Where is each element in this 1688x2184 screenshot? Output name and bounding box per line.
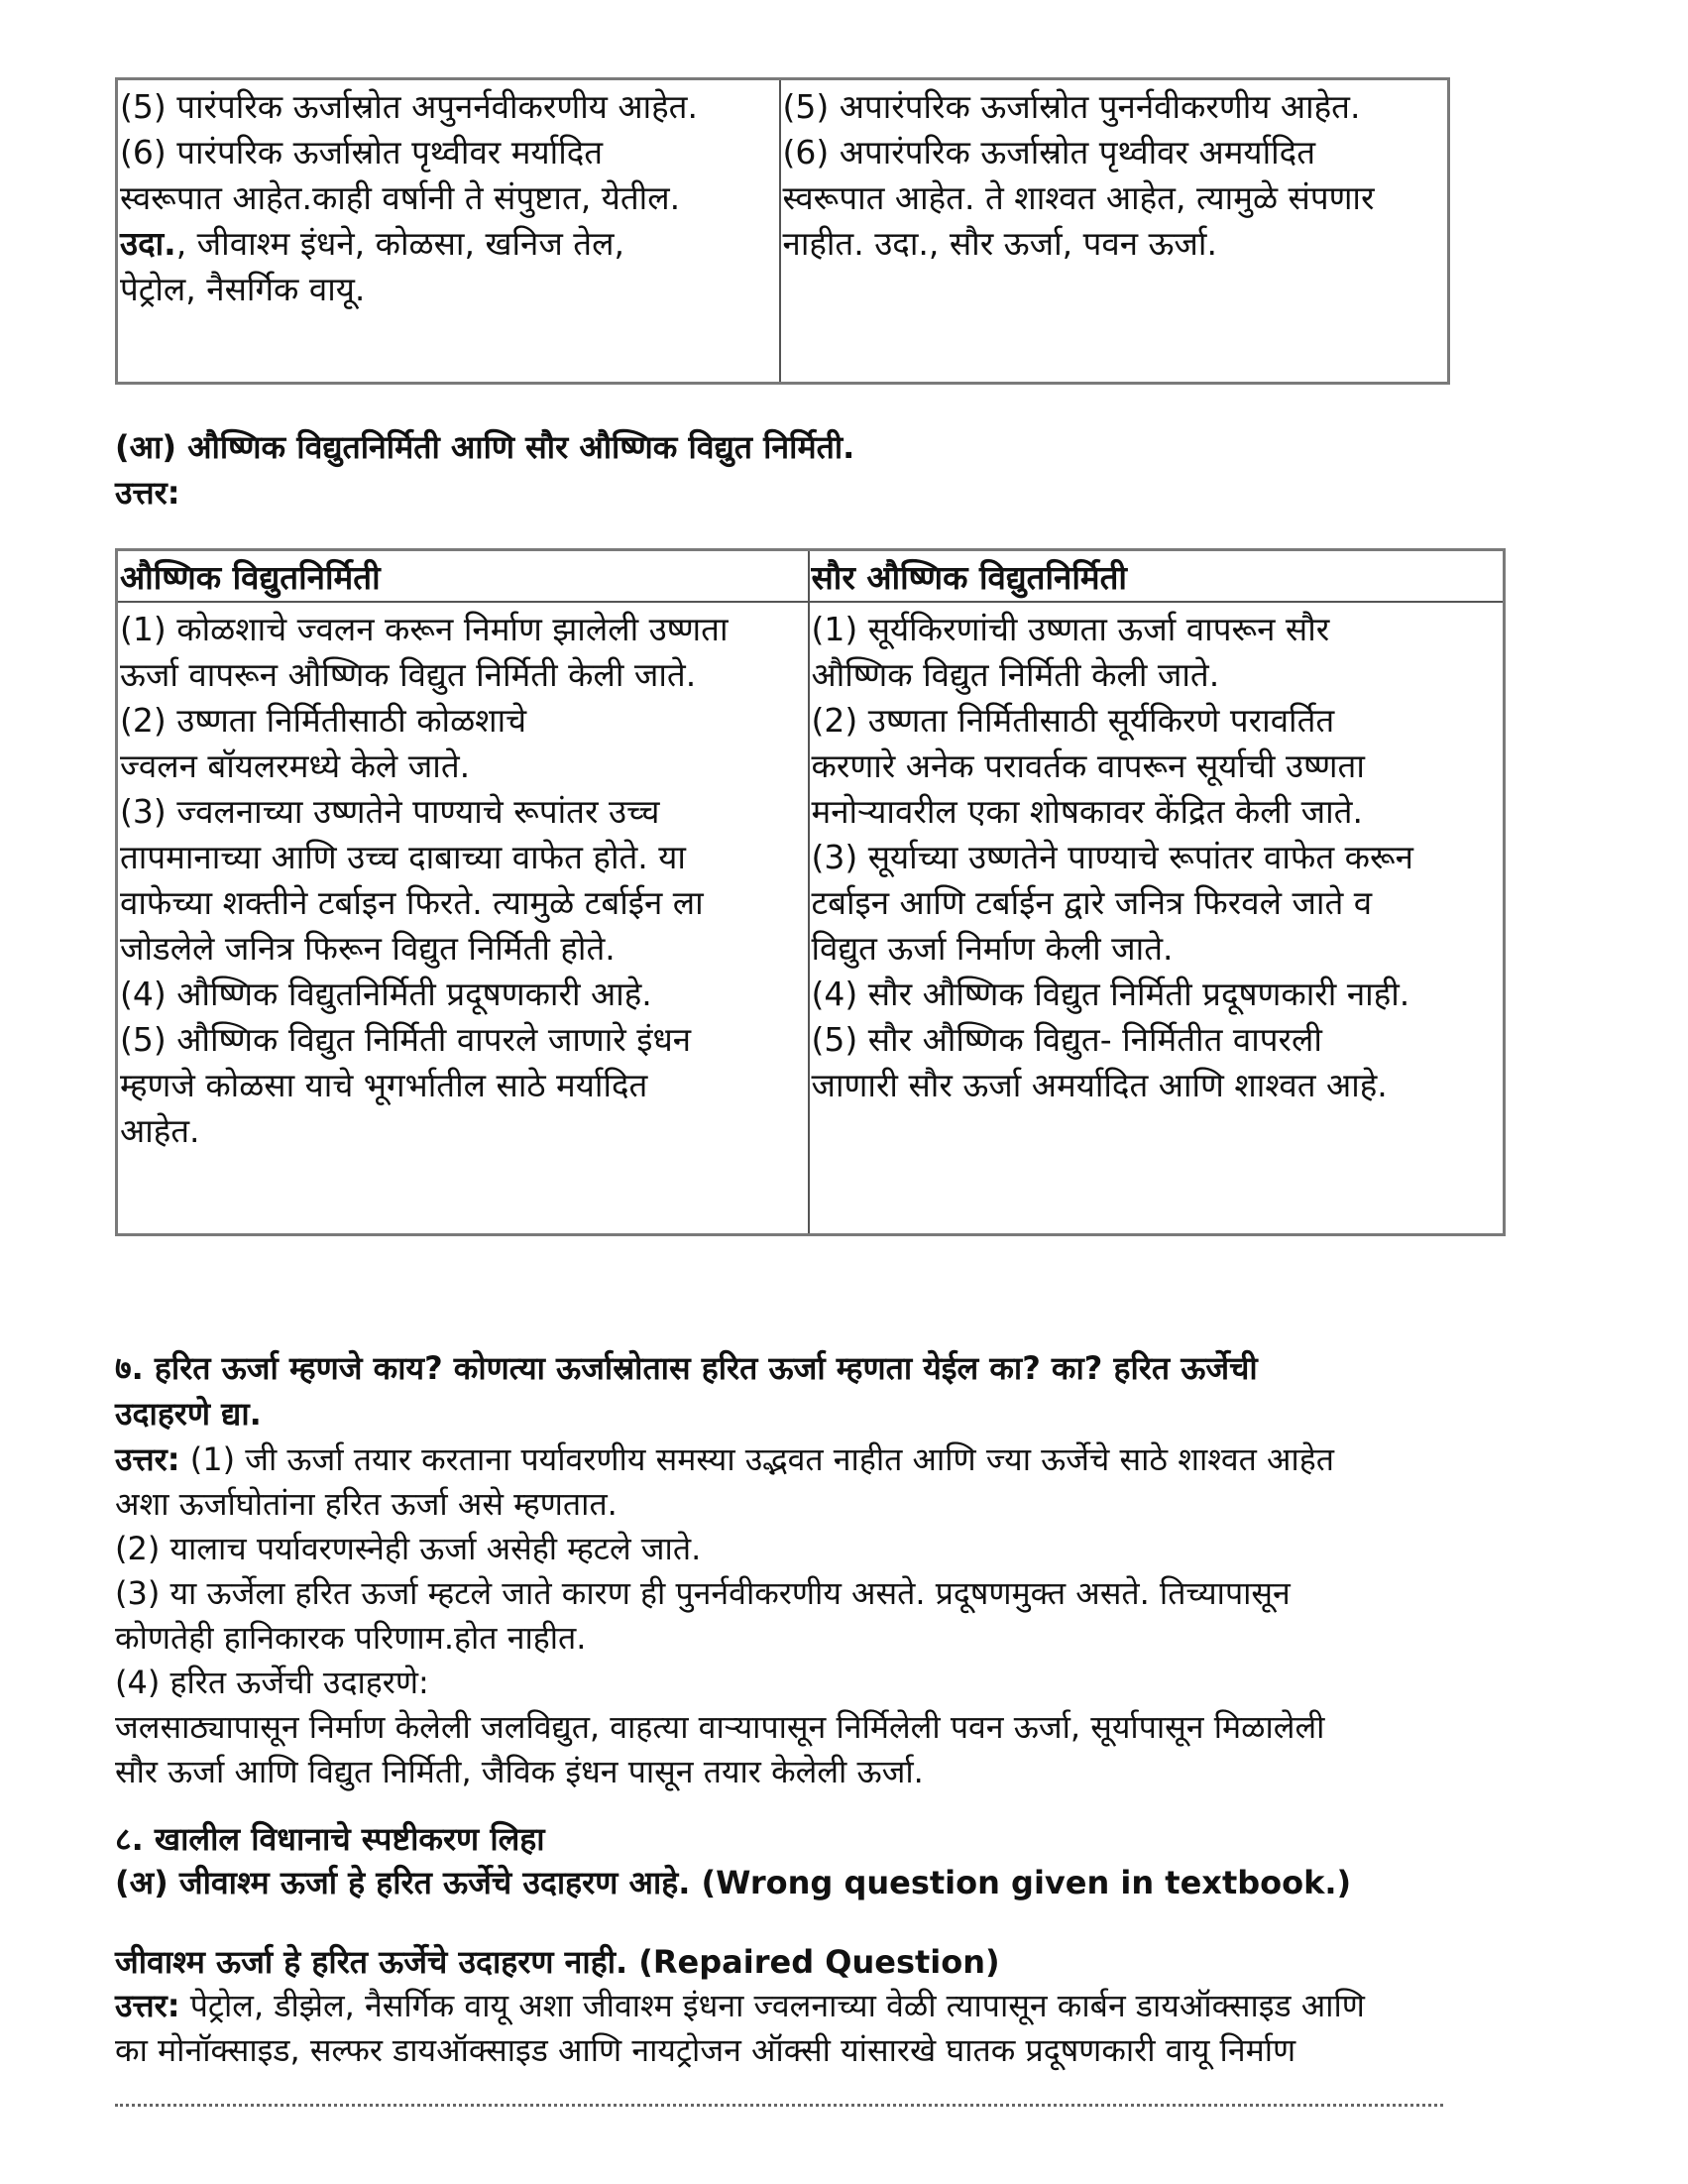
table-line: (1) सूर्यकिरणांची उष्णता ऊर्जा वापरून सौर xyxy=(811,610,1330,648)
table-line: पेट्रोल, नैसर्गिक वायू. xyxy=(120,270,366,308)
table-line: विद्युत ऊर्जा निर्माण केली जाते. xyxy=(811,929,1174,968)
header-thermal: औष्णिक विद्युतनिर्मिती xyxy=(117,550,809,603)
table-line: वाफेच्या शक्तीने टर्बाइन फिरते. त्यामुळे टर्बाईन ला xyxy=(120,883,704,922)
table-line: (3) सूर्याच्या उष्णतेने पाण्याचे रूपांतर वाफेत करून xyxy=(811,838,1413,876)
header-solar-thermal: सौर औष्णिक विद्युतनिर्मिती xyxy=(809,550,1505,603)
table-line: (3) ज्वलनाच्या उष्णतेने पाण्याचे रूपांतर उच्च xyxy=(120,792,660,831)
table-line: जाणारी सौर ऊर्जा अमर्यादित आणि शाश्वत आहे. xyxy=(811,1066,1388,1104)
table-line: (6) पारंपरिक ऊर्जास्रोत पृथ्वीवर मर्यादित xyxy=(120,133,604,172)
table-line: (4) सौर औष्णिक विद्युत निर्मिती प्रदूषणकारी नाही. xyxy=(811,975,1410,1013)
table-header-row xyxy=(117,550,1505,603)
table-line: (5) सौर औष्णिक विद्युत- निर्मितीत वापरली xyxy=(811,1020,1322,1059)
answer-line: सौर ऊर्जा आणि विद्युत निर्मिती, जैविक इंधन पासून तयार केलेली ऊर्जा. xyxy=(115,1753,924,1790)
table-line: म्हणजे कोळसा याचे भूगर्भातील साठे मर्यादित xyxy=(120,1066,648,1104)
table-line: औष्णिक विद्युत निर्मिती केली जाते. xyxy=(811,655,1220,694)
answer-label: उत्तर: xyxy=(115,474,180,512)
table-line: ज्वलन बॉयलरमध्ये केले जाते. xyxy=(120,747,471,785)
table-line: ऊर्जा वापरून औष्णिक विद्युत निर्मिती केली जाते. xyxy=(120,655,697,694)
question-aa-title: (आ) औष्णिक विद्युतनिर्मिती आणि सौर औष्णिक विद्युत निर्मिती. xyxy=(115,428,855,466)
answer-label: उत्तर: xyxy=(115,1987,180,2024)
table-line: (5) पारंपरिक ऊर्जास्रोत अपुनर्नवीकरणीय आहेत. xyxy=(120,87,698,126)
table-row xyxy=(117,79,1449,384)
table-line xyxy=(120,221,777,267)
table-line: नाहीत. उदा., सौर ऊर्जा, पवन ऊर्जा. xyxy=(782,224,1217,263)
question8-answer xyxy=(115,1984,1365,2073)
table-line: (4) औष्णिक विद्युतनिर्मिती प्रदूषणकारी आहे. xyxy=(120,975,652,1013)
answer-text: (1) जी ऊर्जा तयार करताना पर्यावरणीय समस्या उद्भवत नाहीत आणि ज्या ऊर्जेचे साठे शाश्वत आहेत xyxy=(179,1440,1334,1478)
answer-line xyxy=(115,1437,1334,1482)
conventional-cell xyxy=(117,79,780,384)
table-line: (5) अपारंपरिक ऊर्जास्रोत पुनर्नवीकरणीय आहेत. xyxy=(782,87,1361,126)
energy-sources-table xyxy=(115,77,1450,385)
table-line: (6) अपारंपरिक ऊर्जास्रोत पृथ्वीवर अमर्यादित xyxy=(782,133,1316,172)
example-text: , जीवाश्म इंधने, कोळसा, खनिज तेल, xyxy=(175,224,624,263)
answer-line: जलसाठ्यापासून निर्माण केलेली जलविद्युत, वाहत्या वाऱ्यापासून निर्मिलेली पवन ऊर्जा, सूर्यापासून मिळालेली xyxy=(115,1708,1325,1746)
table-line: स्वरूपात आहेत. ते शाश्वत आहेत, त्यामुळे संपणार xyxy=(782,178,1375,217)
question7-title-line1: ७. हरित ऊर्जा म्हणजे काय? कोणत्या ऊर्जास्रोतास हरित ऊर्जा म्हणता येईल का? का? हरित ऊर्जेची xyxy=(115,1349,1258,1387)
answer-line: (2) यालाच पर्यावरणस्नेही ऊर्जा असेही म्हटले जाते. xyxy=(115,1530,702,1567)
table-line: स्वरूपात आहेत.काही वर्षानी ते संपुष्टात, येतील. xyxy=(120,178,681,217)
question8-title: ८. खालील विधानाचे स्पष्टीकरण लिहा xyxy=(115,1820,545,1858)
table-line: आहेत. xyxy=(120,1111,200,1150)
cutoff-line-fragment xyxy=(115,2100,1443,2108)
table-line: (5) औष्णिक विद्युत निर्मिती वापरले जाणारे इंधन xyxy=(120,1020,692,1059)
answer-line: (3) या ऊर्जेला हरित ऊर्जा म्हटले जाते कारण ही पुनर्नवीकरणीय असते. प्रदूषणमुक्त असते. तिच्यापासून xyxy=(115,1574,1291,1612)
table-line: करणारे अनेक परावर्तक वापरून सूर्याची उष्णता xyxy=(811,747,1365,785)
example-label: उदा. xyxy=(120,224,176,263)
nonconventional-cell xyxy=(780,79,1449,384)
table-row xyxy=(117,602,1505,1235)
table-line: जोडलेले जनित्र फिरून विद्युत निर्मिती होते. xyxy=(120,929,616,968)
question7-title-line2: उदाहरणे द्या. xyxy=(115,1395,262,1433)
solar-thermal-cell xyxy=(809,602,1505,1235)
table-line: तापमानाच्या आणि उच्च दाबाच्या वाफेत होते. या xyxy=(120,838,686,876)
table-line: (2) उष्णता निर्मितीसाठी सूर्यकिरणे परावर्तित xyxy=(811,701,1335,740)
table-line: (2) उष्णता निर्मितीसाठी कोळशाचे xyxy=(120,701,527,740)
question8-sub-a: (अ) जीवाश्म ऊर्जा हे हरित ऊर्जेचे उदाहरण आहे. (Wrong question given in textbook.) xyxy=(115,1864,1352,1901)
answer-text: पेट्रोल, डीझेल, नैसर्गिक वायू अशा जीवाश्म इंधना ज्वलनाच्या वेळी त्यापासून कार्बन डायऑक्साइड आणि xyxy=(179,1987,1365,2024)
thermal-cell xyxy=(117,602,809,1235)
table-line: टर्बाइन आणि टर्बाईन द्वारे जनित्र फिरवले जाते व xyxy=(811,883,1373,922)
table-line: (1) कोळशाचे ज्वलन करून निर्माण झालेली उष्णता xyxy=(120,610,729,648)
question7-answer xyxy=(115,1437,1334,1794)
answer-line xyxy=(115,1984,1365,2028)
answer-line: अशा ऊर्जाघोतांना हरित ऊर्जा असे म्हणतात. xyxy=(115,1485,618,1523)
thermal-comparison-table xyxy=(115,548,1506,1236)
answer-line: कोणतेही हानिकारक परिणाम.होत नाहीत. xyxy=(115,1619,587,1657)
answer-label: उत्तर: xyxy=(115,1440,180,1478)
answer-line: का मोनॉक्साइड, सल्फर डायऑक्साइड आणि नायट्रोजन ऑक्सी यांसारखे घातक प्रदूषणकारी वायू निर्माण xyxy=(115,2031,1296,2069)
table-line: मनोऱ्यावरील एका शोषकावर केंद्रित केली जाते. xyxy=(811,792,1363,831)
answer-line: (4) हरित ऊर्जेची उदाहरणे: xyxy=(115,1664,429,1701)
question8-repaired: जीवाश्म ऊर्जा हे हरित ऊर्जेचे उदाहरण नाही. (Repaired Question) xyxy=(115,1943,1000,1981)
